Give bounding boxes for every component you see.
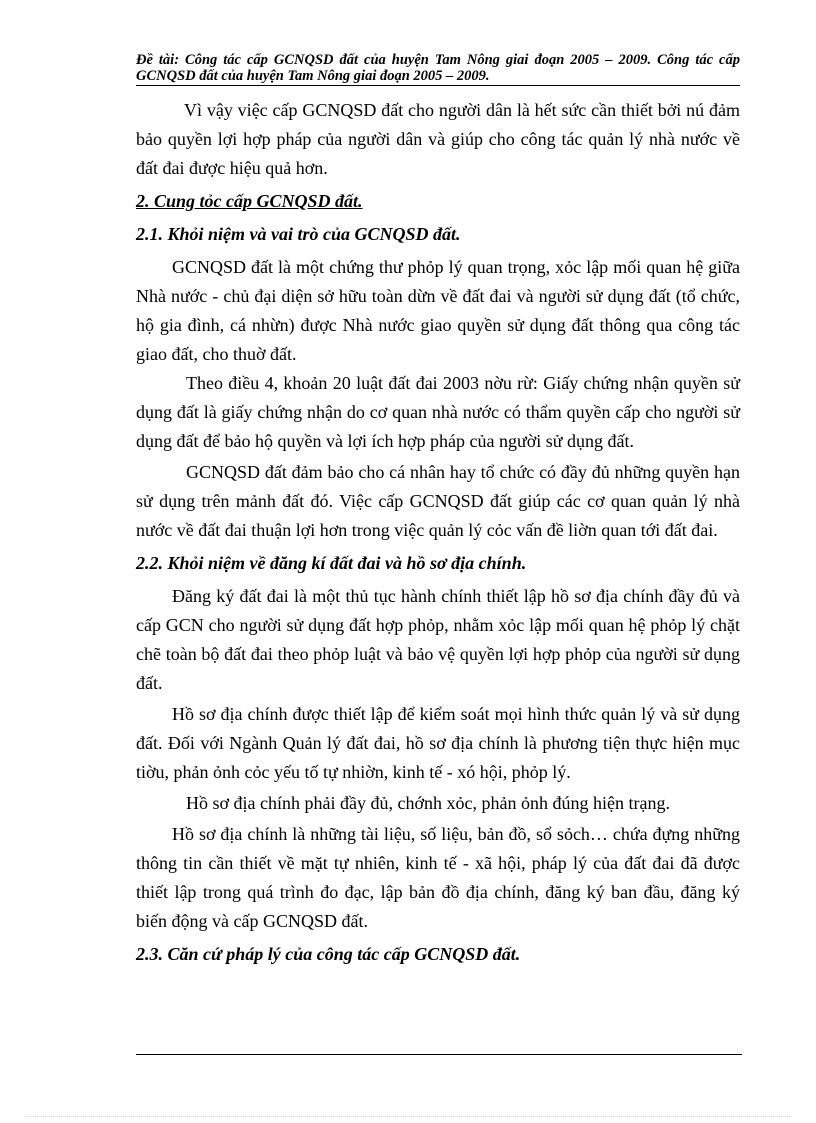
- paragraph-2-1-b: Theo điều 4, khoản 20 luật đất đai 2003 nờu rừ: Giấy chứng nhận quyền sử dụng đất là giấy chứng nhận do cơ quan nhà nước có thẩm quyền cấp cho người sử dụng đất để bảo hộ quyền và lợi ích hợp pháp của người sử dụng đất.: [136, 373, 740, 451]
- document-body: [136, 96, 740, 973]
- paragraph-intro: Vì vậy việc cấp GCNQSD đất cho người dân là hết sức cần thiết bởi nú đảm bảo quyền lợi hợp pháp của người dân và giúp cho công tác quản lý nhà nước về đất đai được hiệu quả hơn.: [136, 100, 740, 178]
- paragraph-2-1-c: GCNQSD đất đảm bảo cho cá nhân hay tổ chức có đầy đủ những quyền hạn sử dụng trên mảnh đất đó. Việc cấp GCNQSD đất giúp các cơ quan quản lý nhà nước về đất đai thuận lợi hơn trong việc quản lý cỏc vấn đề liờn quan tới đất đai.: [136, 462, 740, 540]
- page-bottom-edge: [24, 1116, 792, 1117]
- heading-section-2-1: 2.1. Khỏi niệm và vai trò của GCNQSD đất.: [136, 224, 461, 244]
- heading-section-2: 2. Cung tỏc cấp GCNQSD đất.: [136, 191, 363, 211]
- paragraph-2-2-b: Hồ sơ địa chính được thiết lập để kiểm soát mọi hình thức quản lý và sử dụng đất. Đối với Ngành Quản lý đất đai, hồ sơ địa chính là phương tiện thực hiện mục tiờu, phản ỏnh cỏc yếu tố tự nhiờn, kinh tế - xó hội, phỏp lý.: [136, 704, 740, 782]
- paragraph-2-2-a: Đăng ký đất đai là một thủ tục hành chính thiết lập hồ sơ địa chính đầy đủ và cấp GCN cho người sử dụng đất hợp phỏp, nhằm xỏc lập mối quan hệ phỏp lý chặt chẽ toàn bộ đất đai theo phỏp luật và bảo vệ quyền lợi hợp phỏp của người sử dụng đất.: [136, 586, 740, 693]
- paragraph-2-2-c: Hồ sơ địa chính phải đầy đủ, chớnh xỏc, phản ỏnh đúng hiện trạng.: [186, 793, 670, 813]
- heading-section-2-2: 2.2. Khỏi niệm về đăng kí đất đai và hồ sơ địa chính.: [136, 553, 527, 573]
- heading-section-2-3: 2.3. Căn cứ pháp lý của công tác cấp GCNQSD đất.: [136, 944, 521, 964]
- paragraph-2-1-a: GCNQSD đất là một chứng thư phỏp lý quan trọng, xỏc lập mối quan hệ giữa Nhà nước - chủ đại diện sở hữu toàn dừn về đất đai và người sử dụng đất (tổ chức, hộ gia đình, cá nhừn) được Nhà nước giao quyền sử dụng đất thông qua công tác giao đất, cho thuờ đất.: [136, 257, 740, 364]
- running-header: Đề tài: Công tác cấp GCNQSD đất của huyện Tam Nông giai đoạn 2005 – 2009. Công tác cấp GCNQSD đất của huyện Tam Nông giai đoạn 2005 – 2009.: [136, 52, 740, 84]
- paragraph-2-2-d: Hồ sơ địa chính là những tài liệu, số liệu, bản đồ, sổ sỏch… chứa đựng những thông tin cần thiết về mặt tự nhiên, kinh tế - xã hội, pháp lý của đất đai đã được thiết lập trong quá trình đo đạc, lập bản đồ địa chính, đăng ký ban đầu, đăng ký biến động và cấp GCNQSD đất.: [136, 824, 740, 931]
- footer-rule: [136, 1054, 742, 1055]
